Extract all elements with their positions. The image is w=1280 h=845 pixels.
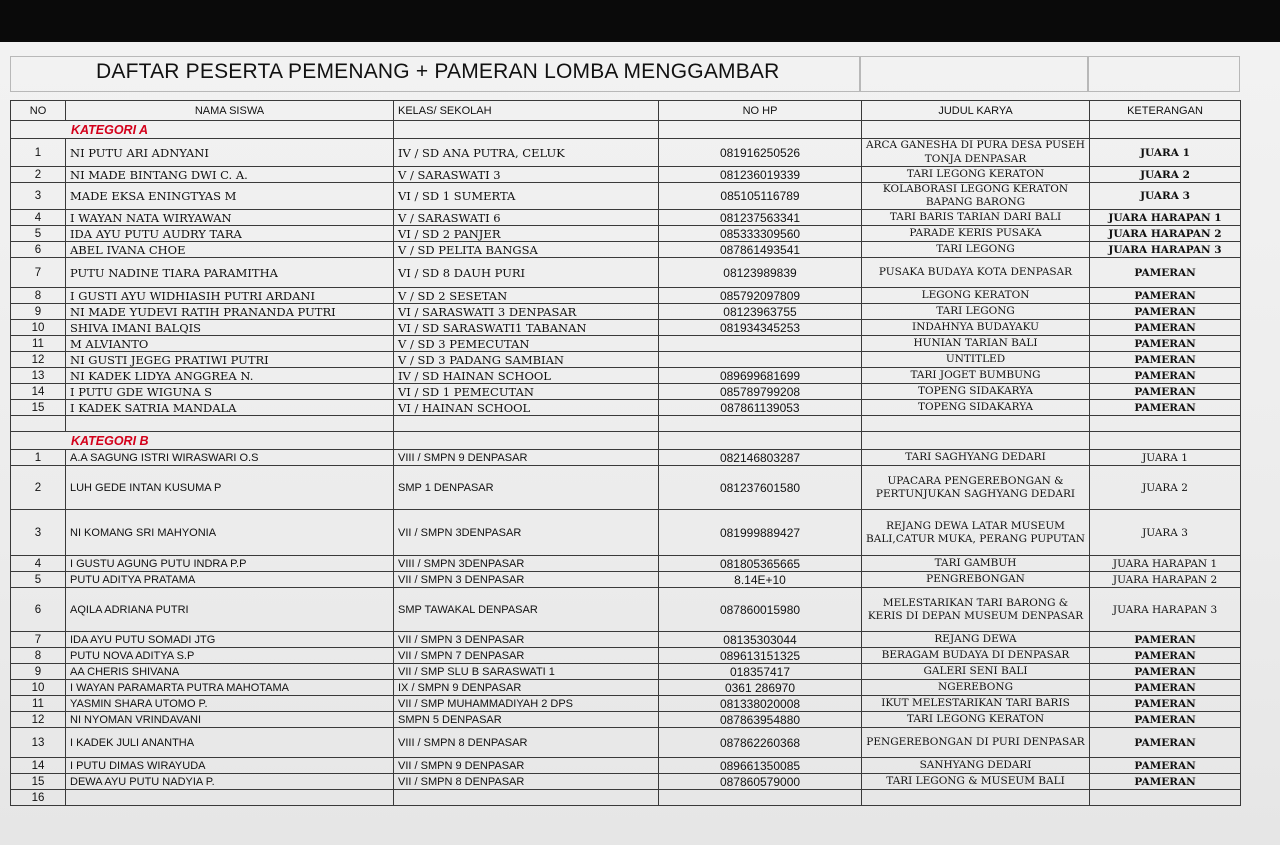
row-no-cell[interactable]: 7 [11,632,66,648]
table-row [11,288,1241,304]
no-hp-cell[interactable]: 087860579000 [659,774,862,790]
keterangan-cell[interactable]: PAMERAN [1090,288,1241,304]
nama-siswa-cell[interactable]: I GUSTI AYU WIDHIASIH PUTRI ARDANI [66,288,394,304]
judul-karya-cell[interactable]: BERAGAM BUDAYA DI DENPASAR [862,648,1090,664]
no-hp-cell[interactable]: 018357417 [659,664,862,680]
empty-cell[interactable] [659,432,862,450]
empty-cell[interactable] [659,121,862,139]
no-hp-cell[interactable]: 089661350085 [659,758,862,774]
table-row [11,352,1241,368]
table-row [11,758,1241,774]
kelas-sekolah-cell[interactable]: VI / SD SARASWATI1 TABANAN [394,320,659,336]
nama-siswa-cell[interactable]: SHIVA IMANI BALQIS [66,320,394,336]
no-hp-cell[interactable]: 085792097809 [659,288,862,304]
nama-siswa-cell[interactable]: MADE EKSA ENINGTYAS M [66,183,394,210]
row-no-cell[interactable]: 1 [11,139,66,167]
table-row [11,712,1241,728]
row-no-cell[interactable]: 4 [11,210,66,226]
empty-cell[interactable] [394,121,659,139]
judul-karya-cell[interactable]: UPACARA PENGEREBONGAN & PERTUNJUKAN SAGHYANG DEDARI [862,466,1090,510]
judul-karya-cell[interactable]: LEGONG KERATON [862,288,1090,304]
judul-karya-cell[interactable]: SANHYANG DEDARI [862,758,1090,774]
keterangan-cell[interactable]: JUARA 2 [1090,167,1241,183]
row-no-cell[interactable]: 11 [11,696,66,712]
judul-karya-cell[interactable]: TOPENG SIDAKARYA [862,400,1090,416]
keterangan-cell[interactable]: PAMERAN [1090,304,1241,320]
section-gap [11,416,1241,432]
keterangan-cell[interactable]: JUARA HARAPAN 2 [1090,226,1241,242]
nama-siswa-cell[interactable]: I PUTU DIMAS WIRAYUDA [66,758,394,774]
row-no-cell[interactable]: 4 [11,556,66,572]
empty-cell[interactable] [1090,416,1241,432]
header-row [11,101,1241,121]
table-row [11,210,1241,226]
nama-siswa-cell[interactable]: NI MADE BINTANG DWI C. A. [66,167,394,183]
no-hp-cell[interactable]: 082146803287 [659,450,862,466]
judul-karya-cell[interactable]: GALERI SENI BALI [862,664,1090,680]
kelas-sekolah-cell[interactable]: SMPN 5 DENPASAR [394,712,659,728]
kelas-sekolah-cell[interactable]: VI / SD 1 SUMERTA [394,183,659,210]
row-no-cell[interactable]: 15 [11,774,66,790]
judul-karya-cell[interactable]: HUNIAN TARIAN BALI [862,336,1090,352]
nama-siswa-cell[interactable]: DEWA AYU PUTU NADYIA P. [66,774,394,790]
table-row [11,139,1241,167]
no-hp-cell[interactable]: 08135303044 [659,632,862,648]
row-no-cell[interactable]: 2 [11,167,66,183]
keterangan-cell[interactable]: JUARA HARAPAN 2 [1090,572,1241,588]
no-hp-cell[interactable]: 081236019339 [659,167,862,183]
row-no-cell[interactable]: 12 [11,352,66,368]
nama-siswa-cell[interactable]: I KADEK JULI ANANTHA [66,728,394,758]
keterangan-cell[interactable]: JUARA HARAPAN 1 [1090,556,1241,572]
nama-siswa-cell[interactable]: AA CHERIS SHIVANA [66,664,394,680]
kelas-sekolah-cell[interactable]: VII / SMPN 7 DENPASAR [394,648,659,664]
kelas-sekolah-cell[interactable]: VII / SMP MUHAMMADIYAH 2 DPS [394,696,659,712]
header-nama-siswa[interactable]: NAMA SISWA [66,101,394,121]
no-hp-cell[interactable]: 085333309560 [659,226,862,242]
spreadsheet-sheet [0,42,1280,845]
nama-siswa-cell[interactable]: PUTU ADITYA PRATAMA [66,572,394,588]
nama-siswa-cell[interactable]: NI GUSTI JEGEG PRATIWI PUTRI [66,352,394,368]
empty-cell[interactable] [11,416,66,432]
no-hp-cell[interactable]: 08123963755 [659,304,862,320]
judul-karya-cell[interactable]: TARI GAMBUH [862,556,1090,572]
table-row [11,728,1241,758]
row-no-cell[interactable]: 6 [11,588,66,632]
keterangan-cell[interactable]: JUARA 3 [1090,510,1241,556]
no-hp-cell[interactable]: 087861139053 [659,400,862,416]
keterangan-cell[interactable]: PAMERAN [1090,696,1241,712]
row-no-cell[interactable]: 10 [11,680,66,696]
nama-siswa-cell[interactable]: IDA AYU PUTU AUDRY TARA [66,226,394,242]
kelas-sekolah-cell[interactable]: VII / SMP SLU B SARASWATI 1 [394,664,659,680]
kelas-sekolah-cell[interactable]: IV / SD HAINAN SCHOOL [394,368,659,384]
row-no-cell[interactable]: 7 [11,258,66,288]
kelas-sekolah-cell[interactable]: VII / SMPN 3 DENPASAR [394,632,659,648]
table-row [11,258,1241,288]
judul-karya-cell[interactable]: TARI LEGONG [862,242,1090,258]
nama-siswa-cell[interactable]: AQILA ADRIANA PUTRI [66,588,394,632]
nama-siswa-cell[interactable]: ABEL IVANA CHOE [66,242,394,258]
no-hp-cell[interactable]: 087862260368 [659,728,862,758]
empty-cell[interactable] [659,416,862,432]
no-hp-cell[interactable]: 087860015980 [659,588,862,632]
judul-karya-cell[interactable]: IKUT MELESTARIKAN TARI BARIS [862,696,1090,712]
no-hp-cell[interactable]: 081338020008 [659,696,862,712]
nama-siswa-cell[interactable]: M ALVIANTO [66,336,394,352]
keterangan-cell[interactable]: PAMERAN [1090,384,1241,400]
table-row [11,400,1241,416]
kategori-a-section [11,121,1241,416]
row-no-cell[interactable]: 3 [11,510,66,556]
no-hp-cell[interactable]: 081916250526 [659,139,862,167]
no-hp-cell[interactable]: 085105116789 [659,183,862,210]
nama-siswa-cell[interactable]: NI MADE YUDEVI RATIH PRANANDA PUTRI [66,304,394,320]
keterangan-cell[interactable]: JUARA HARAPAN 3 [1090,242,1241,258]
row-no-cell[interactable]: 8 [11,648,66,664]
row-no-cell[interactable]: 6 [11,242,66,258]
keterangan-cell[interactable]: PAMERAN [1090,758,1241,774]
kelas-sekolah-cell[interactable]: SMP 1 DENPASAR [394,466,659,510]
empty-cell[interactable] [394,416,659,432]
keterangan-cell[interactable]: PAMERAN [1090,258,1241,288]
judul-karya-cell[interactable]: NGEREBONG [862,680,1090,696]
nama-siswa-cell[interactable]: I WAYAN NATA WIRYAWAN [66,210,394,226]
table-row [11,790,1241,806]
kelas-sekolah-cell[interactable]: VI / HAINAN SCHOOL [394,400,659,416]
table-row [11,664,1241,680]
kelas-sekolah-cell[interactable]: VI / SD 8 DAUH PURI [394,258,659,288]
kelas-sekolah-cell[interactable]: VIII / SMPN 9 DENPASAR [394,450,659,466]
row-no-cell[interactable]: 14 [11,384,66,400]
title-cell-empty[interactable] [1088,56,1240,92]
kategori-b-section [11,432,1241,806]
keterangan-cell[interactable]: JUARA 2 [1090,466,1241,510]
row-no-cell[interactable]: 13 [11,728,66,758]
kategori-b-label[interactable]: KATEGORI B [11,432,394,450]
kelas-sekolah-cell[interactable]: V / SARASWATI 6 [394,210,659,226]
nama-siswa-cell[interactable]: PUTU NADINE TIARA PARAMITHA [66,258,394,288]
page-title: DAFTAR PESERTA PEMENANG + PAMERAN LOMBA MENGGAMBAR [96,60,780,83]
kelas-sekolah-cell[interactable] [394,790,659,806]
row-no-cell[interactable]: 3 [11,183,66,210]
kelas-sekolah-cell[interactable]: V / SD PELITA BANGSA [394,242,659,258]
nama-siswa-cell[interactable]: NI PUTU ARI ADNYANI [66,139,394,167]
kelas-sekolah-cell[interactable]: VII / SMPN 9 DENPASAR [394,758,659,774]
keterangan-cell[interactable]: PAMERAN [1090,320,1241,336]
table-row [11,183,1241,210]
table-row [11,304,1241,320]
judul-karya-cell[interactable]: TARI LEGONG & MUSEUM BALI [862,774,1090,790]
header-kelas-sekolah[interactable]: KELAS/ SEKOLAH [394,101,659,121]
judul-karya-cell[interactable]: PUSAKA BUDAYA KOTA DENPASAR [862,258,1090,288]
kelas-sekolah-cell[interactable]: V / SD 2 SESETAN [394,288,659,304]
keterangan-cell[interactable]: PAMERAN [1090,648,1241,664]
kelas-sekolah-cell[interactable]: VIII / SMPN 8 DENPASAR [394,728,659,758]
judul-karya-cell[interactable]: TOPENG SIDAKARYA [862,384,1090,400]
row-no-cell[interactable]: 13 [11,368,66,384]
judul-karya-cell[interactable]: INDAHNYA BUDAYAKU [862,320,1090,336]
kelas-sekolah-cell[interactable]: IV / SD ANA PUTRA, CELUK [394,139,659,167]
header-no-hp[interactable]: NO HP [659,101,862,121]
judul-karya-cell[interactable]: TARI LEGONG KERATON [862,712,1090,728]
empty-cell[interactable] [66,416,394,432]
row-no-cell[interactable]: 10 [11,320,66,336]
judul-karya-cell[interactable]: TARI SAGHYANG DEDARI [862,450,1090,466]
kelas-sekolah-cell[interactable]: SMP TAWAKAL DENPASAR [394,588,659,632]
kelas-sekolah-cell[interactable]: VIII / SMPN 3DENPASAR [394,556,659,572]
empty-row [11,416,1241,432]
title-cell-empty[interactable] [860,56,1088,92]
row-no-cell[interactable]: 5 [11,572,66,588]
nama-siswa-cell[interactable]: IDA AYU PUTU SOMADI JTG [66,632,394,648]
table-row [11,320,1241,336]
no-hp-cell[interactable]: 8.14E+10 [659,572,862,588]
kelas-sekolah-cell[interactable]: VII / SMPN 8 DENPASAR [394,774,659,790]
keterangan-cell[interactable]: PAMERAN [1090,774,1241,790]
keterangan-cell[interactable]: PAMERAN [1090,368,1241,384]
no-hp-cell[interactable]: 081237563341 [659,210,862,226]
header-judul-karya[interactable]: JUDUL KARYA [862,101,1090,121]
no-hp-cell[interactable] [659,790,862,806]
no-hp-cell[interactable]: 081934345253 [659,320,862,336]
row-no-cell[interactable]: 9 [11,664,66,680]
table-row [11,680,1241,696]
judul-karya-cell[interactable]: PARADE KERIS PUSAKA [862,226,1090,242]
table-row [11,167,1241,183]
empty-cell[interactable] [394,432,659,450]
judul-karya-cell[interactable]: ARCA GANESHA DI PURA DESA PUSEH TONJA DENPASAR [862,139,1090,167]
nama-siswa-cell[interactable]: PUTU NOVA ADITYA S.P [66,648,394,664]
keterangan-cell[interactable]: JUARA 3 [1090,183,1241,210]
kelas-sekolah-cell[interactable]: VII / SMPN 3 DENPASAR [394,572,659,588]
judul-karya-cell[interactable]: TARI LEGONG KERATON [862,167,1090,183]
nama-siswa-cell[interactable]: I PUTU GDE WIGUNA S [66,384,394,400]
judul-karya-cell[interactable]: PENGEREBONGAN DI PURI DENPASAR [862,728,1090,758]
nama-siswa-cell[interactable] [66,790,394,806]
header-keterangan[interactable]: KETERANGAN [1090,101,1241,121]
no-hp-cell[interactable] [659,336,862,352]
table-row [11,510,1241,556]
row-no-cell[interactable]: 11 [11,336,66,352]
table-row [11,336,1241,352]
row-no-cell[interactable]: 16 [11,790,66,806]
kelas-sekolah-cell[interactable]: VII / SMPN 3DENPASAR [394,510,659,556]
keterangan-cell[interactable]: PAMERAN [1090,728,1241,758]
kelas-sekolah-cell[interactable]: VI / SD 1 PEMECUTAN [394,384,659,400]
row-no-cell[interactable]: 2 [11,466,66,510]
table-row [11,242,1241,258]
empty-cell[interactable] [862,432,1090,450]
keterangan-cell[interactable]: PAMERAN [1090,632,1241,648]
row-no-cell[interactable]: 14 [11,758,66,774]
nama-siswa-cell[interactable]: I WAYAN PARAMARTA PUTRA MAHOTAMA [66,680,394,696]
kelas-sekolah-cell[interactable]: VI / SD 2 PANJER [394,226,659,242]
keterangan-cell[interactable]: PAMERAN [1090,680,1241,696]
kategori-a-row [11,121,1241,139]
keterangan-cell[interactable]: PAMERAN [1090,664,1241,680]
keterangan-cell[interactable]: JUARA 1 [1090,450,1241,466]
no-hp-cell[interactable]: 08123989839 [659,258,862,288]
table-row [11,774,1241,790]
keterangan-cell[interactable]: PAMERAN [1090,712,1241,728]
kelas-sekolah-cell[interactable]: IX / SMPN 9 DENPASAR [394,680,659,696]
row-no-cell[interactable]: 5 [11,226,66,242]
table-row [11,384,1241,400]
table-row [11,696,1241,712]
header-no[interactable]: NO [11,101,66,121]
judul-karya-cell[interactable]: TARI LEGONG [862,304,1090,320]
nama-siswa-cell[interactable]: NI NYOMAN VRINDAVANI [66,712,394,728]
kategori-a-label[interactable]: KATEGORI A [11,121,394,139]
keterangan-cell[interactable]: PAMERAN [1090,336,1241,352]
table-row [11,588,1241,632]
nama-siswa-cell[interactable]: I KADEK SATRIA MANDALA [66,400,394,416]
no-hp-cell[interactable]: 087863954880 [659,712,862,728]
nama-siswa-cell[interactable]: LUH GEDE INTAN KUSUMA P [66,466,394,510]
keterangan-cell[interactable]: PAMERAN [1090,400,1241,416]
table-row [11,226,1241,242]
nama-siswa-cell[interactable]: I GUSTU AGUNG PUTU INDRA P.P [66,556,394,572]
no-hp-cell[interactable]: 0361 286970 [659,680,862,696]
empty-cell[interactable] [1090,432,1241,450]
table-row [11,466,1241,510]
keterangan-cell[interactable] [1090,790,1241,806]
judul-karya-cell[interactable]: TARI JOGET BUMBUNG [862,368,1090,384]
keterangan-cell[interactable]: PAMERAN [1090,352,1241,368]
table-row [11,572,1241,588]
no-hp-cell[interactable]: 089613151325 [659,648,862,664]
nama-siswa-cell[interactable]: NI KOMANG SRI MAHYONIA [66,510,394,556]
judul-karya-cell[interactable]: REJANG DEWA LATAR MUSEUM BALI,CATUR MUKA, PERANG PUPUTAN [862,510,1090,556]
keterangan-cell[interactable]: JUARA HARAPAN 3 [1090,588,1241,632]
row-no-cell[interactable]: 15 [11,400,66,416]
judul-karya-cell[interactable]: TARI BARIS TARIAN DARI BALI [862,210,1090,226]
no-hp-cell[interactable]: 081237601580 [659,466,862,510]
empty-cell[interactable] [1090,121,1241,139]
keterangan-cell[interactable]: JUARA HARAPAN 1 [1090,210,1241,226]
nama-siswa-cell[interactable]: A.A SAGUNG ISTRI WIRASWARI O.S [66,450,394,466]
row-no-cell[interactable]: 1 [11,450,66,466]
kelas-sekolah-cell[interactable]: V / SARASWATI 3 [394,167,659,183]
judul-karya-cell[interactable]: KOLABORASI LEGONG KERATON BAPANG BARONG [862,183,1090,210]
table-row [11,450,1241,466]
judul-karya-cell[interactable]: REJANG DEWA [862,632,1090,648]
row-no-cell[interactable]: 9 [11,304,66,320]
judul-karya-cell[interactable] [862,790,1090,806]
row-no-cell[interactable]: 12 [11,712,66,728]
no-hp-cell[interactable]: 085789799208 [659,384,862,400]
nama-siswa-cell[interactable]: NI KADEK LIDYA ANGGREA N. [66,368,394,384]
empty-cell[interactable] [862,416,1090,432]
row-no-cell[interactable]: 8 [11,288,66,304]
kelas-sekolah-cell[interactable]: V / SD 3 PADANG SAMBIAN [394,352,659,368]
table-row [11,368,1241,384]
table-row [11,632,1241,648]
kelas-sekolah-cell[interactable]: VI / SARASWATI 3 DENPASAR [394,304,659,320]
kategori-b-row [11,432,1241,450]
keterangan-cell[interactable]: JUARA 1 [1090,139,1241,167]
participant-table [10,100,1241,806]
no-hp-cell[interactable]: 081999889427 [659,510,862,556]
kelas-sekolah-cell[interactable]: V / SD 3 PEMECUTAN [394,336,659,352]
judul-karya-cell[interactable]: MELESTARIKAN TARI BARONG & KERIS DI DEPAN MUSEUM DENPASAR [862,588,1090,632]
empty-cell[interactable] [862,121,1090,139]
table-row [11,556,1241,572]
judul-karya-cell[interactable]: UNTITLED [862,352,1090,368]
nama-siswa-cell[interactable]: YASMIN SHARA UTOMO P. [66,696,394,712]
judul-karya-cell[interactable]: PENGREBONGAN [862,572,1090,588]
no-hp-cell[interactable]: 081805365665 [659,556,862,572]
no-hp-cell[interactable]: 089699681699 [659,368,862,384]
no-hp-cell[interactable]: 087861493541 [659,242,862,258]
table-row [11,648,1241,664]
no-hp-cell[interactable] [659,352,862,368]
